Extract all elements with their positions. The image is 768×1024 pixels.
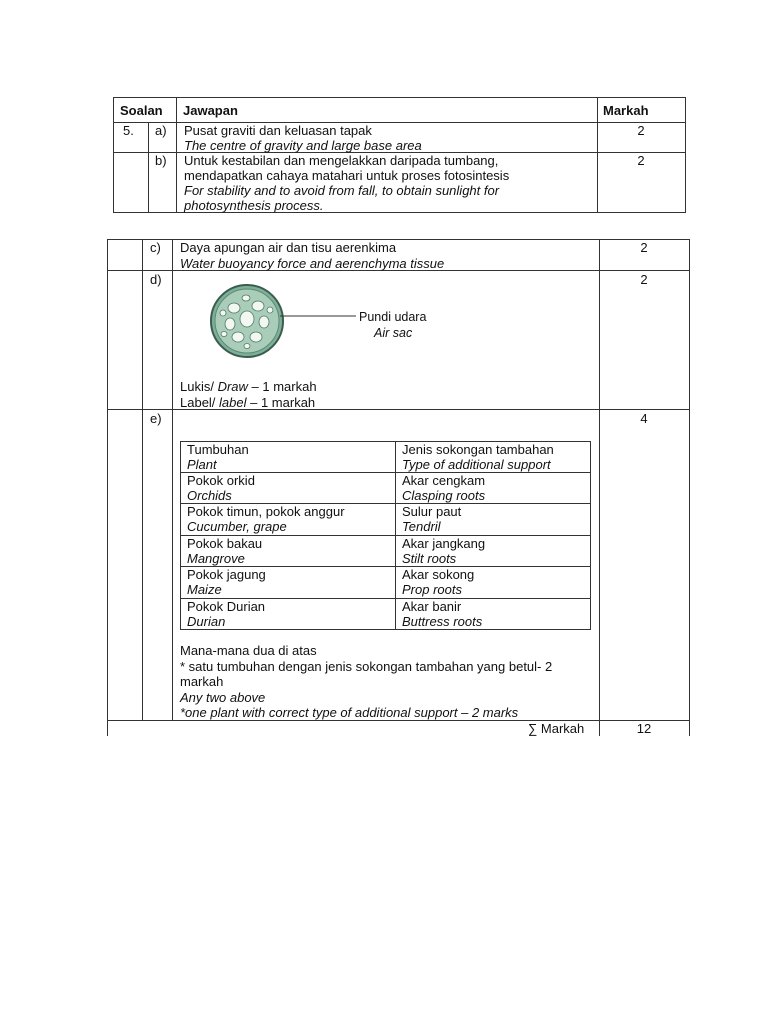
part-c-answer-ms: Daya apungan air dan tisu aerenkima [180, 240, 397, 255]
support-row-type-ms: Akar banir [402, 599, 462, 614]
label-mark: – 1 markah [246, 395, 316, 410]
divider [172, 239, 173, 720]
draw-mark-line [180, 379, 317, 395]
part-b-marks: 2 [637, 153, 645, 168]
support-row-plant-ms: Pokok Durian [187, 599, 266, 614]
support-row-type-ms: Akar cengkam [402, 473, 486, 488]
label-en: label [219, 395, 247, 410]
support-header-plant-ms: Tumbuhan [187, 442, 249, 457]
part-e-label: e) [150, 411, 162, 426]
support-row-type-ms: Sulur paut [402, 504, 462, 519]
part-a-answer-ms: Pusat graviti dan keluasan tapak [184, 123, 372, 138]
divider [148, 123, 149, 213]
part-b-label: b) [155, 153, 167, 168]
part-b-answer-ms-1: Untuk kestabilan dan mengelakkan daripada tumbang, [184, 153, 499, 168]
divider [599, 239, 600, 736]
support-row-plant-en: Durian [187, 614, 226, 629]
part-b-answer-en-2: photosynthesis process. [184, 198, 324, 213]
support-row-plant-ms: Pokok orkid [187, 473, 255, 488]
support-row-type-en: Stilt roots [402, 551, 457, 566]
support-header-type-en: Type of additional support [402, 457, 551, 472]
divider [142, 239, 143, 720]
header-jawapan: Jawapan [183, 103, 238, 118]
part-a-answer-en: The centre of gravity and large base area [184, 138, 422, 153]
part-d-label: d) [150, 272, 162, 287]
divider [176, 97, 177, 213]
note-marking-ms-2: markah [180, 674, 224, 689]
note-any-two-ms: Mana-mana dua di atas [180, 643, 317, 658]
note-marking-ms-1: * satu tumbuhan dengan jenis sokongan tambahan yang betul- 2 [180, 659, 553, 674]
part-c-answer-en: Water buoyancy force and aerenchyma tissue [180, 256, 445, 271]
draw-en: Draw [217, 379, 248, 394]
support-row-plant-ms: Pokok jagung [187, 567, 266, 582]
question-number: 5. [123, 123, 134, 138]
support-row-plant-ms: Pokok bakau [187, 536, 263, 551]
label-mark-line [180, 395, 315, 411]
support-row-type-en: Buttress roots [402, 614, 483, 629]
header-markah: Markah [603, 103, 649, 118]
header-soalan: Soalan [120, 103, 163, 118]
support-header-plant-en: Plant [187, 457, 217, 472]
part-b-answer-en-1: For stability and to avoid from fall, to obtain sunlight for [184, 183, 500, 198]
part-a-label: a) [155, 123, 167, 138]
draw-ms: Lukis/ [180, 379, 214, 394]
note-marking-en: *one plant with correct type of additional support – 2 marks [180, 705, 519, 720]
part-e-marks: 4 [640, 411, 648, 426]
part-b-answer-ms-2: mendapatkan cahaya matahari untuk proses fotosintesis [184, 168, 510, 183]
diagram-label-ms: Pundi udara [359, 310, 427, 324]
support-row-type-ms: Akar sokong [402, 567, 475, 582]
support-row-type-en: Tendril [402, 519, 441, 534]
part-c-label: c) [150, 240, 161, 255]
part-c-marks: 2 [640, 240, 648, 255]
support-row-type-en: Clasping roots [402, 488, 486, 503]
support-header-type-ms: Jenis sokongan tambahan [402, 442, 554, 457]
support-row-plant-en: Maize [187, 582, 222, 597]
support-row-plant-en: Cucumber, grape [187, 519, 287, 534]
support-row-plant-en: Mangrove [187, 551, 245, 566]
support-row-plant-en: Orchids [187, 488, 232, 503]
label-ms: Label/ [180, 395, 216, 410]
diagram-label-en: Air sac [374, 326, 413, 340]
draw-mark: – 1 markah [247, 379, 317, 394]
part-a-marks: 2 [637, 123, 645, 138]
support-row-type-en: Prop roots [402, 582, 462, 597]
total-value: 12 [636, 721, 652, 736]
total-label: ∑ Markah [528, 721, 585, 736]
note-any-two-en: Any two above [180, 690, 266, 705]
part-d-marks: 2 [640, 272, 648, 287]
support-row-type-ms: Akar jangkang [402, 536, 486, 551]
stem-cross-section-diagram [208, 282, 358, 360]
support-row-plant-ms: Pokok timun, pokok anggur [187, 504, 345, 519]
